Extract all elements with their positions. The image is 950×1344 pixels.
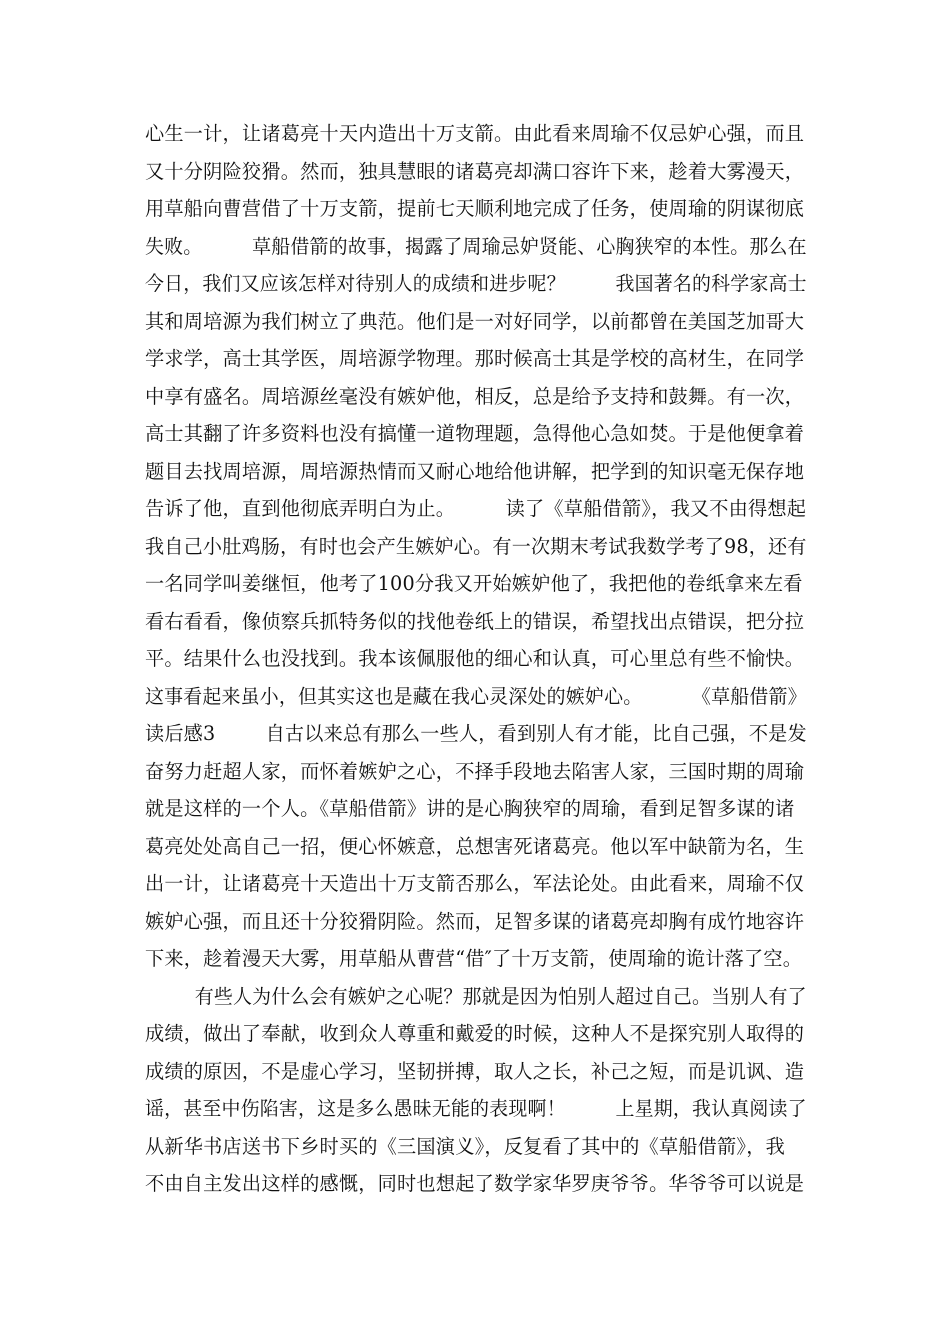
text-line: 从新华书店送书下乡时买的《三国演义》，反复看了其中的《草船借箭》，我 bbox=[145, 1134, 785, 1158]
text-line: 心生一计，让诸葛亮十天内造出十万支箭。由此看来周瑜不仅忌妒心强，而且 bbox=[145, 122, 805, 145]
text-line: 告诉了他，直到他彻底弄明白为止。 读了《草船借箭》，我又不由得想起 bbox=[145, 497, 807, 520]
text-line: 我自己小肚鸡肠，有时也会产生嫉妒心。有一次期末考试我数学考了98，还有 bbox=[145, 534, 807, 558]
text-line: 成绩的原因，不是虚心学习，坚韧拼搏，取人之长，补己之短，而是讥讽、造 bbox=[145, 1059, 805, 1083]
text-line: 谣，甚至中伤陷害，这是多么愚昧无能的表现啊！ 上星期，我认真阅读了 bbox=[145, 1097, 807, 1120]
text-line: 用草船向曹营借了十万支箭，提前七天顺利地完成了任务，使周瑜的阴谋彻底 bbox=[145, 197, 805, 220]
text-line: 高士其翻了许多资料也没有搞懂一道物理题，急得他心急如焚。于是他便拿着 bbox=[145, 422, 805, 445]
text-line: 失败。 草船借箭的故事，揭露了周瑜忌妒贤能、心胸狭窄的本性。那么在 bbox=[145, 234, 807, 258]
text-line: 就是这样的一个人。《草船借箭》讲的是心胸狭窄的周瑜，看到足智多谋的诸 bbox=[145, 797, 795, 820]
text-line: 中享有盛名。周培源丝毫没有嫉妒他，相反，总是给予支持和鼓舞。有一次， bbox=[145, 384, 805, 408]
text-line: 其和周培源为我们树立了典范。他们是一对好同学，以前都曾在美国芝加哥大 bbox=[145, 309, 805, 333]
text-line: 一名同学叫姜继恒，他考了100分我又开始嫉妒他了，我把他的卷纸拿来左看 bbox=[145, 572, 803, 595]
text-line: 有些人为什么会有嫉妒之心呢？那就是因为怕别人超过自己。当别人有了 bbox=[145, 984, 807, 1008]
text-line: 不由自主发出这样的感慨，同时也想起了数学家华罗庚爷爷。华爷爷可以说是 bbox=[145, 1172, 805, 1195]
text-line: 平。结果什么也没找到。我本该佩服他的细心和认真，可心里总有些不愉快。 bbox=[145, 647, 805, 670]
text-line: 成绩，做出了奉献，收到众人尊重和戴爱的时候，这种人不是探究别人取得的 bbox=[145, 1022, 805, 1045]
text-line: 学求学，高士其学医，周培源学物理。那时候高士其是学校的高材生，在同学 bbox=[145, 347, 805, 370]
text-line: 嫉妒心强，而且还十分狡猾阴险。然而，足智多谋的诸葛亮却胸有成竹地容许 bbox=[145, 909, 805, 933]
text-line: 这事看起来虽小，但其实这也是藏在我心灵深处的嫉妒心。 《草船借箭》 bbox=[145, 684, 807, 708]
text-line: 看右看看，像侦察兵抓特务似的找他卷纸上的错误，希望找出点错误，把分拉 bbox=[145, 609, 805, 633]
text-line: 奋努力赶超人家，而怀着嫉妒之心，不择手段地去陷害人家，三国时期的周瑜 bbox=[145, 759, 805, 783]
text-line: 今日，我们又应该怎样对待别人的成绩和进步呢？ 我国著名的科学家高士 bbox=[145, 272, 807, 295]
text-line: 葛亮处处高自己一招，便心怀嫉意，总想害死诸葛亮。他以军中缺箭为名，生 bbox=[145, 834, 805, 858]
text-line: 下来，趁着漫天大雾，用草船从曹营“借″了十万支箭，使周瑜的诡计落了空。 bbox=[145, 947, 803, 970]
text-line: 出一计，让诸葛亮十天造出十万支箭否那么，军法论处。由此看来，周瑜不仅 bbox=[145, 872, 805, 895]
text-line: 读后感3 自古以来总有那么一些人，看到别人有才能，比自己强，不是发 bbox=[145, 722, 807, 745]
text-line: 又十分阴险狡猾。然而，独具慧眼的诸葛亮却满口容许下来，趁着大雾漫天， bbox=[145, 159, 805, 183]
text-line: 题目去找周培源，周培源热情而又耐心地给他讲解，把学到的知识毫无保存地 bbox=[145, 459, 805, 483]
